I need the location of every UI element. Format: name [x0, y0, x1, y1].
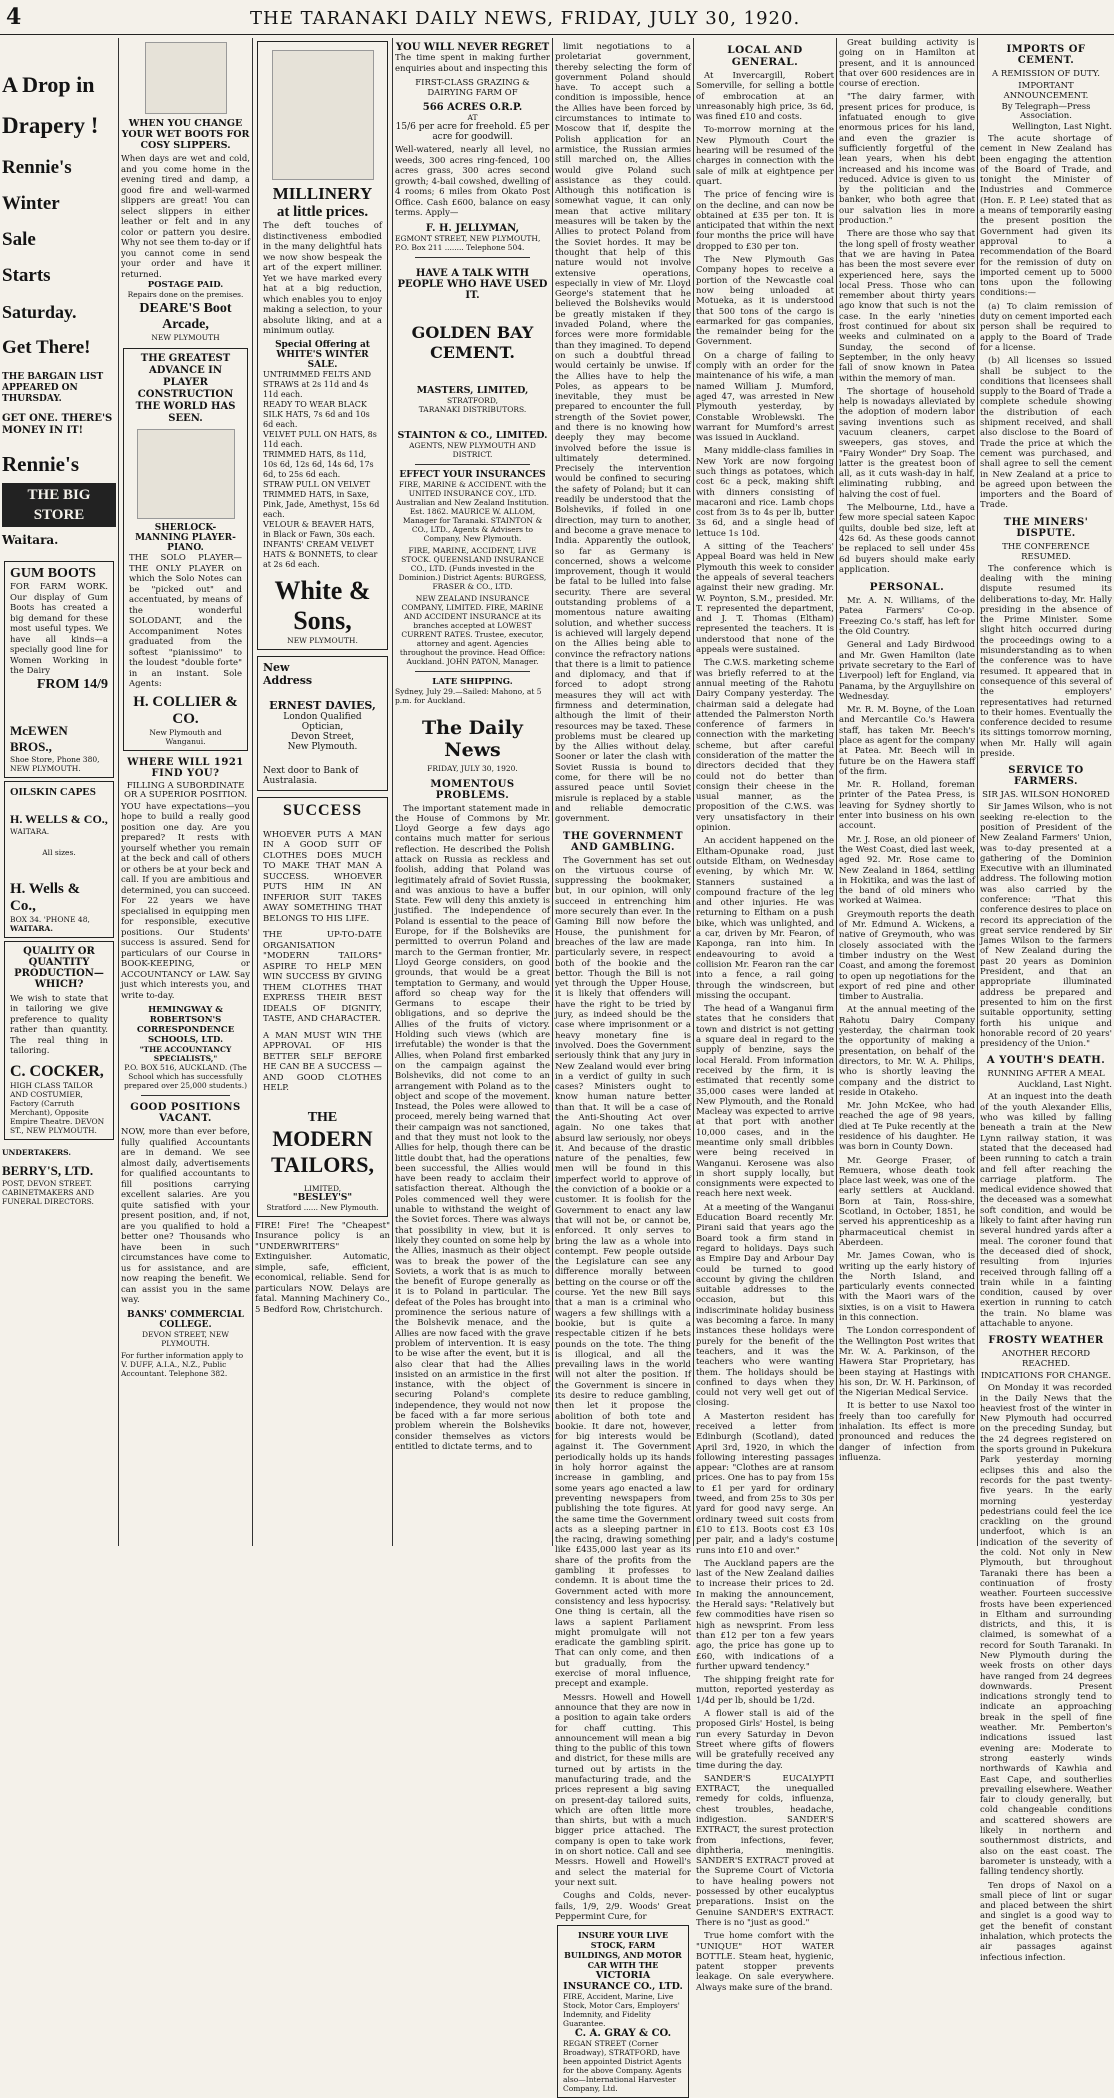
column-rule	[552, 38, 553, 1546]
ad-address: STRATFORD,	[447, 395, 498, 405]
ad-company: White & Sons,	[274, 575, 371, 635]
subheading: SIR JAS. WILSON HONORED	[982, 790, 1110, 801]
personal-paragraph: Mr. John McKee, who had reached the age of 98 years, died at Te Puke recently at the residence of his daughter. He was born in County Down.	[839, 1101, 975, 1153]
ad-headline: HAVE A TALK WITH PEOPLE WHO HAVE USED IT.	[397, 267, 548, 301]
news-paragraph: The Auckland papers are the last of the New Zealand dailies to increase their prices to 2d. In making the announcement, the Herald says: "Relatively but few commodities have risen so high as newsprint. From less than £12 per ton a few years ago, the price has gone up to £60, with indications of a further upward tendency."	[696, 1558, 834, 1672]
piano-illustration	[137, 429, 235, 519]
dateline: Auckland, Last Night.	[1017, 1080, 1112, 1091]
ad-address: BOX 34. 'PHONE 48,	[10, 914, 90, 924]
ad-text: THE UP-TO-DATE ORGANISATION "MODERN TAILORS" ASPIRE TO HELP MEN WIN SUCCESS BY GIVING THEM CLOTHES THAT EXPRESS THEIR BEST IDEALS OF DIGNITY, TASTE, AND CHARACTER.	[263, 930, 382, 1024]
sale-item: TRIMMED HATS, 8s 11d, 10s 6d, 12s 6d, 14s 6d, 17s 6d, to 25s 6d each.	[263, 449, 374, 479]
editorial-heading: MOMENTOUS PROBLEMS.	[430, 778, 515, 801]
ad-address: WAITARA.	[10, 923, 53, 933]
news-text: (b) All licenses so issued shall be subject to the conditions that licensees shall supply to the Board of Trade a complete schedule showing the distribution of each shipment received, and shall also disclose to the Board of Trade the price at which the cement was purchased, and shall agree to sell the cement in New Zealand at a price to be agreed upon between the importers and the Board of Trade.	[980, 356, 1112, 511]
newspaper-nameplate: The Daily News	[422, 716, 523, 761]
news-paragraph: The shipping freight rate for mutton, reported yesterday as 1/4d per lb, should be 1/2d.	[696, 1675, 834, 1706]
section-heading: A YOUTH'S DEATH.	[986, 1055, 1106, 1067]
news-paragraph: A Masterton resident has received a letter from Edinburgh (Scotland), dated April 3rd, 1920, in which the following interesting passages appear: "Clothes are at ransom prices. One has to pay from 15s to £1 per yard for ordinary tweed, and from 25s to 30s per yard for good navy serge. An ordinary tweed suit costs from £10 to £13. Boots cost £3 10s per pair, and a lady's costume runs into £10 and over."	[696, 1411, 834, 1556]
section-heading: LATE SHIPPING.	[432, 676, 513, 687]
ad-company: STAINTON & CO., LIMITED.	[397, 429, 548, 441]
local-news-list	[696, 71, 834, 1771]
ad-text: POSTAGE PAID.	[147, 280, 224, 290]
ad-company: VICTORIA INSURANCE CO., LTD.	[563, 1970, 683, 1993]
news-text: It is better to use Naxol too freely than too carefully for inhalation. Its effect is more pronounced and reduces the danger of infection from influenza.	[839, 1401, 975, 1463]
ad-text: All sizes.	[42, 847, 76, 857]
sale-item: READY TO WEAR BLACK SILK HATS, 7s 6d and 10s 6d each.	[263, 399, 370, 429]
ad-text: "THE ACCOUNTANCY SPECIALISTS,"	[139, 1045, 232, 1063]
ad-headline: Sale	[2, 229, 36, 250]
news-paragraph: A flower stall is aid of the proposed Girls' Hostel, is being run every Saturday in Devon Street where gifts of flowers will be gratefully received any time during the day.	[696, 1709, 834, 1771]
editorial-text: The important statement made in the House of Commons by Mr. Lloyd George a few days ago contains much matter for serious reflection. He described the Polish attack on Russia as reckless and foolish, adding that Poland was legitimately afraid of Soviet Russia, and was anxious to have a buffer State. Few will deny this anxiety is justified. The independence of Poland is essential to the peace of Europe, for if the Bolsheviks are permitted to overrun Poland and march to the German frontier, Mr. Lloyd George considers, on good grounds, that would be a great temptation to Germany, and would afford so cheap way for the Germans to escape their obligations, and so deprive the Allies of the fruits of victory. Holding such views (which are irrefutable) the wonder is that the Allies, when Poland first embarked on the campaign against the Bolsheviks, did not come to an arrangement with Poland as to the object and scope of the movement. Instead, the Poles were allowed to proceed, merely being warned that their campaign was not sanctioned, and that they must not look to the Allies for help, though there can be little doubt that, had the operations been successful, the Allies would have been ready to acclaim their satisfaction thereat. Although the Poles commenced well they were unable to withstand the weight of the Soviet forces. There was always that possibility in view, but it is likely they counted on some help by the Allies, inasmuch as their object was to break the power of the Soviets, a work that is as much to the benefit of Europe generally as it is to Poland in particular. The defeat of the Poles has brought into prominence the serious nature of the Bolshevik menace, and the Allies are now faced with the grave problem of intervention. It is easy to be wise after the event, but it is also clear that had the Allies insisted on an armistice in the first instance, with the object of securing Poland's complete independence, they would not now be faced with a far more serious problem wherein the Bolsheviks consider themselves as victors entitled to dictate terms, and to	[395, 803, 550, 1452]
ad-company: THE	[307, 1109, 338, 1125]
personal-paragraph: Mr. George Fraser, of Remuera, whose death took place last week, was one of the early settlers at Auckland. Born at Tain, Ross-shire, Scotland, in October, 1851, he served his apprenticeship as a pharmaceutical chemist in Aberdeen.	[839, 1155, 975, 1248]
ad-headline: WHEN YOU CHANGE YOUR WET BOOTS FOR COSY SLIPPERS.	[121, 118, 250, 151]
ad-company: H. Wells & Co.,	[10, 880, 81, 914]
column-rule	[252, 38, 253, 1546]
ad-modern-tailors	[257, 797, 388, 1217]
slipper-illustration	[145, 42, 227, 114]
byline: By Telegraph—Press Association.	[1001, 102, 1091, 121]
ad-text: NOW, more than ever before, fully qualified Accountants are in demand. We see almost daily, advertisements for qualified accountants to fill positions carrying excellent salaries. Are you quite satisfied with your present position, and, if not, are you qualified to hold a better one? Thousands who have been in such circumstances have come to us for assistance, and are now reaping the benefit. We can assist you in the same way.	[121, 1127, 250, 1305]
page-number: 4	[6, 4, 22, 30]
subheading: ANOTHER RECORD REACHED.	[1001, 1349, 1091, 1370]
column-rule	[392, 38, 393, 1546]
ad-headline: GOLDEN BAY CEMENT.	[411, 322, 534, 362]
ad-headline: Saturday.	[2, 302, 77, 322]
ad-text: FIRE, MARINE & ACCIDENT. with the UNITED INSURANCE COY., LTD. Australian and New Zealand Institution. Est. 1862. MAURICE W. ALLOM, Manager for Taranaki. STAINTON & CO., LTD., Agents & Advisers to Company, New Plymouth.	[396, 479, 549, 543]
ad-text: REGAN STREET (Corner Broadway), STRATFORD, have been appointed District Agents for the above Company. Agents also—International Harvester Company, Ltd.	[563, 2039, 682, 2094]
ad-text: London Qualified Optician,	[283, 711, 362, 732]
ad-company: H. WELLS & CO.,	[10, 811, 108, 826]
ad-text: FOR FARM WORK. Our display of Gum Boots has created a big demand for these most useful types. We have all kinds—a specially good line for Women Working in the Dairy	[10, 582, 108, 676]
ad-headline: EFFECT YOUR INSURANCES	[399, 469, 546, 480]
ad-address: Stratford ...... New Plymouth.	[266, 1202, 379, 1212]
ad-headline: WHERE WILL 1921 FIND YOU?	[127, 756, 244, 779]
editorial-heading: THE GOVERNMENT AND GAMBLING.	[562, 830, 684, 853]
news-paragraph: There are those who say that the long spell of frosty weather that we are having in Patea has been the most severe ever experienced here, says the local Press. Those who can remember about thirty years ago know that such is not the case. In the early 'nineties frost continued for about six weeks and culminated on a Sunday, the second of September, in the only heavy fall of snow known in Patea within the memory of man.	[839, 229, 975, 384]
personal-paragraph: At the annual meeting of the Rahotu Dairy Company yesterday, the chairman took the opportunity of making a presentation, on behalf of the directors, to Mr. W. A. Philips, who is shortly leaving the company and the district to reside in Otakeho.	[839, 1005, 975, 1098]
ad-headline: GOOD POSITIONS VACANT.	[130, 1102, 241, 1124]
ad-millinery	[257, 41, 388, 650]
ad-optician	[257, 656, 388, 791]
section-heading: FROSTY WEATHER	[988, 1335, 1104, 1347]
news-paragraph: On a charge of failing to comply with an order for the maintenance of his wife, a man named William J. Mumford, aged 47, was arrested in New Plymouth yesterday, by Constable Wroblewski. The warrant for Mumford's arrest was issued in Auckland.	[696, 350, 834, 444]
ad-address: DEVON STREET, NEW PLYMOUTH.	[141, 1329, 230, 1348]
ad-store-logo: THE BIG STORE	[2, 483, 116, 527]
ad-text: THE BARGAIN LIST APPEARED ON THURSDAY.	[2, 372, 104, 404]
ad-text: The time spent in making further enquiries about and inspecting this	[395, 53, 550, 74]
personal-paragraph: General and Lady Birdwood and Mr. Gwen Hamilton (late private secretary to the Earl of Liverpool) left for England, via Panama, by the Arguyllshire on Wednesday.	[839, 640, 975, 702]
ad-text: WHOEVER PUTS A MAN IN A GOOD SUIT OF CLOTHES DOES MUCH TO MAKE THAT MAN A SUCCESS. WHOEVER PUTS HIM IN AN INFERIOR SUIT TAKES AWAY SOMETHING THAT BELONGS TO HIS LIFE.	[263, 829, 382, 924]
divider	[141, 1095, 230, 1096]
ad-company: HEMINGWAY & ROBERTSON'S CORRESPONDENCE SCHOOLS, LTD.	[136, 1005, 235, 1045]
news-text: (a) To claim remission of duty on cement imported each person shall be required to apply to the Board of Trade for a license.	[980, 301, 1112, 353]
ad-headline: Winter	[2, 193, 60, 214]
news-text: Messrs. Howell and Howell announce that they are now in a position to again take orders for chaff cutting. This announcement will mean a big thing to the public of this town and district, for these mills are turned out by artists in the manufacturing trade, and the prices represent a big saving on present-day tailored suits, which are often little more than shirts, but with a much bigger price attached. The company is open to take work in on short notice. Call and see Messrs. Howell and Howell's and select the material for your next suit.	[555, 1692, 691, 1888]
divider	[415, 257, 530, 258]
ad-headline: SUCCESS	[282, 801, 363, 819]
section-heading: LOCAL AND GENERAL.	[727, 44, 803, 68]
ad-headline: OILSKIN CAPES	[10, 785, 96, 798]
column-editorial	[555, 38, 691, 2094]
column-personal	[839, 38, 975, 1546]
ad-text: "BESLEY'S"	[292, 1192, 353, 1203]
ad-address: P.O. BOX 516, AUCKLAND. (The School which has successfully prepared over 25,000 students.)	[123, 1063, 248, 1090]
subheading: IMPORTANT ANNOUNCEMENT.	[1003, 81, 1089, 101]
ad-text: When days are wet and cold, and you come home in the evening tired and damp, a good fire and well-warmed slippers are great! You can select slippers in either leather or felt and in any color or pattern you desire. Why not see them to-day or if you cannot come in send your order and have it returned.	[121, 154, 250, 280]
news-text: The acute shortage of cement in New Zealand has been engaging the attention of the Board of Trade, and tonight the Minister of Industries and Commerce (Hon. E. P. Lee) stated that as a means of temporarily easing the present position the Government had given its approval to a recommendation of the Board for the remission of duty on imported cement up to 5000 tons upon the following conditions:—	[980, 134, 1112, 299]
news-paragraph: At a meeting of the Wanganui Education Board recently Mr. Pirani said that years ago the Board took a firm stand in regard to holidays. Days such as Empire Day and Arbour Day could be turned to good account by giving the children suitable addresses to the occasion, but this indiscriminate holiday business was becoming a farce. In many instances these holidays were purely for the benefit of the teachers, and it was the teachers who were wanting them. The holidays should be confined to days when they could not very well get out of closing.	[696, 1202, 834, 1409]
ad-address: Shoe Store, Phone 380, NEW PLYMOUTH.	[10, 754, 100, 773]
news-text: The conference which is dealing with the mining dispute resumed its deliberations to-day, Mr. Hally presiding in the absence of the Prime Minister. Some slight hitch occurred during the proceedings owing to a misunderstanding as to when the conference was to have resumed. It appeared that in consequence of this several of the employers' representatives had returned to their homes. Eventually the conference decided to resume its sittings tomorrow morning, when Mr. Hally will again preside.	[980, 563, 1112, 760]
ad-address: Devon Street,	[291, 731, 354, 742]
ad-address: TARANAKI DISTRIBUTORS.	[418, 404, 527, 414]
ad-gum-boots	[4, 561, 114, 778]
column-rule	[118, 38, 119, 1546]
issue-date: FRIDAY, JULY 30, 1920.	[427, 763, 518, 773]
ad-address: New Plymouth and Wanganui.	[149, 727, 222, 746]
ad-text: Waitara.	[2, 533, 59, 547]
column-deare-ads	[121, 38, 250, 1546]
column-telegraph	[980, 38, 1112, 1963]
sale-item: VELVET PULL ON HATS, 8s 11d each.	[263, 429, 377, 449]
news-paragraph: The Melbourne, Ltd., have a few more special sateen Kapoc quilts, double bed size, left at 42s 6d. As these goods cannot be replaced to sell under 45s 6d buyers should make early application.	[839, 503, 975, 575]
sale-items-list	[263, 370, 382, 570]
ad-text: We wish to state that in tailoring we give preference to quality rather than quantity. The real thing in tailoring.	[10, 993, 108, 1056]
ad-company: BERRY'S, LTD.	[2, 1162, 94, 1178]
news-text: Coughs and Colds, never-fails, 1/9, 2/9. Woods' Great Peppermint Cure, for	[555, 1891, 691, 1922]
ad-fire-extinguisher: FIRE! Fire! The "Cheapest" Insurance policy is an "UNDERWRITERS" Extinguisher. Automatic, simple, safe, efficient, economical, reliable. Send for particulars NOW. Delays are fatal. Manning Machinery Co., 5 Bedford Row, Christchurch.	[255, 1220, 390, 1315]
ad-headline: Starts	[2, 265, 51, 286]
section-heading: IMPORTS OF CEMENT.	[1006, 44, 1086, 66]
news-paragraph: Great building activity is going on in Hamilton at present, and it is announced that over 600 residences are in course of erection.	[839, 38, 975, 90]
news-paragraph: At Invercargill, Robert Somerville, for selling a bottle of embrocation at an unreasonably high price, 3s 6d, was fined £10 and costs.	[696, 71, 834, 123]
column-local-general	[696, 38, 834, 1993]
news-text: Sydney, July 29.—Sailed: Mahono, at 5 p.m. for Auckland.	[395, 686, 542, 705]
dateline: Wellington, Last Night.	[1012, 122, 1112, 132]
personal-paragraph: Greymouth reports the death of Mr. Edmund A. Wickens, a native of Greymouth, who was closely associated with the timber industry on the West Coast, and among the foremost to open up negotiations for the export of red pine and other timber to Australia.	[839, 909, 975, 1003]
news-text: Ten drops of Naxol on a small piece of lint or sugar and placed between the shirt and singlet is a good way to get the benefit of constant inhalation, which protects the air passages against infectious infection.	[980, 1880, 1112, 1963]
ad-address: NEW PLYMOUTH.	[287, 635, 358, 645]
news-paragraph: The price of fencing wire is on the decline, and can now be obtained at £35 per ton. It is anticipated that within the next four months the price will have dropped to £30 per ton.	[696, 190, 834, 252]
news-text: At an inquest into the death of the youth Alexander Ellis, who was killed by falling beneath a train at the New Lynn railway station, it was stated that the deceased had been running to catch a train and fell after reaching the carriage platform. The medical evidence showed that the deceased was a somewhat soft condition, and would be likely to faint after having run several hundred yards after a meal. The coroner found that the deceased died of shock, resulting from injuries received through falling off a train while in a fainting condition, caused by over exertion in running to catch the train. No blame was attachable to anyone.	[980, 1092, 1112, 1329]
ad-company: H. COLLIER & CO.	[133, 693, 238, 727]
ad-text: A MAN MUST WIN THE APPROVAL OF HIS BETTER SELF BEFORE HE CAN BE A SUCCESS — AND GOOD CLOTHES HELP.	[263, 1030, 382, 1093]
ad-address: New Plymouth.	[287, 741, 358, 752]
ad-company: McEWEN BROS.,	[10, 722, 68, 754]
ad-headline: YOU WILL NEVER REGRET	[395, 42, 550, 53]
subheading: A REMISSION OF DUTY.	[992, 69, 1100, 79]
ad-text: Well-watered, nearly all level, no weeds, 300 acres ring-fenced, 100 acres grass, 300 acres second growth; 4-bail cowshed, dwelling of 4 rooms; 6 miles from Okato Post Office. Cash £600, balance on easy terms. Apply—	[395, 145, 550, 218]
ad-subheadline: FILLING A SUBORDINATE OR A SUPERIOR POSITION.	[123, 780, 248, 800]
ad-headline: Drapery !	[2, 113, 99, 138]
general-news-list	[839, 38, 975, 575]
ad-company: C. A. GRAY & CO.	[574, 2028, 672, 2040]
news-paragraph: An accident happened on the Eltham-Opunake road, just outside Eltham, on Wednesday evening, by which Mr. W. Stanners sustained a compound fracture of the leg and other injuries. He was returning to Eltham on a push bike, which was unlighted, and a car, driven by Mr. Fearon, of Kaponga, ran into him. In endeavouring to avoid a collision Mr. Fearon ran the car into a fence, a rail going through the windscreen, but missing the occupant.	[696, 836, 834, 1001]
personal-paragraph: The London correspondent of the Wellington Post writes that Mr. W. A. Parkinson, of the Hawera Star Proprietary, has been staying at Hastings with his son, Dr. W. H. Parkinson, of the Nigerian Medical Service.	[839, 1326, 975, 1399]
news-text: On Monday it was recorded in the Daily News that the heaviest frost of the winter in New Plymouth had occurred on the preceding Sunday, but the 24 degrees registered on the sports ground in Pukekura Park yesterday morning eclipses this and also the records for the past twenty-five years. In the early morning yesterday pedestrians could feel the ice crackling on the ground underfoot, which is an indication of the severity of the cold. Not only in New Plymouth, but throughout Taranaki there has been a continuation of frosty weather. Fourteen successive frosts have been experienced in Eltham and surrounding districts, and this, it is claimed, is somewhat of a record for South Taranaki. In New Plymouth during the week frosts on other days have ranged from 24 degrees downwards. Present indications strongly tend to indicate an approaching break in the spell of fine weather. Mr. Pemberton's indications issued last evening are: Moderate to strong easterly winds northwards of Kawhia and East Cape, and southerlies prevailing elsewhere. Weather fair to cloudy generally, but cold changeable conditions and scattered showers are likely in northern and southernmost districts, and also on the east coast. The barometer is unsteady, with a falling tendency shortly.	[980, 1383, 1112, 1878]
ad-player-piano	[123, 348, 248, 751]
personal-paragraph: Mr. A. N. Williams, of the Patea Farmers' Co-op. Freezing Co.'s staff, has left for the Old Country.	[839, 596, 975, 638]
ad-company: C. COCKER,	[10, 1062, 104, 1080]
ad-text: THE SOLO PLAYER—THE ONLY PLAYER on which the Solo Notes can be "picked out" and accentuated, by means of the wonderful SOLODANT, and the Accompaniment Notes graduated from the softest "pianissimo" to the loudest "double forte" in an instant. Sole Agents:	[129, 553, 242, 689]
news-paragraph: To-morrow morning at the New Plymouth Court the hearing will be resumed of the charges in connection with the sale of milk at eightpence per quart.	[696, 125, 834, 187]
subheading: THE CONFERENCE RESUMED.	[1002, 541, 1090, 562]
section-heading: THE MINERS' DISPUTE.	[1003, 516, 1089, 539]
column-farm-ads	[395, 38, 550, 1546]
ad-company: TAILORS,	[271, 1151, 374, 1177]
ad-headline: A Drop in	[2, 72, 95, 97]
ad-headline: at little prices.	[276, 204, 369, 220]
ad-headline: MILLINERY	[272, 184, 373, 203]
section-heading: PERSONAL.	[869, 581, 945, 594]
ad-address: EGMONT STREET, NEW PLYMOUTH, P.O. Box 211 ........ Telephone 504.	[395, 233, 541, 252]
news-paragraph: Many middle-class families in New York are now forgoing such things as potatoes, which cost 6c a peck, making shift with dinners consisting of macaroni and rice. Lamb chops cost from 3s to 4s per lb, butter 3s 6d, and a single head of lettuce 1s 10d.	[696, 446, 834, 539]
ad-company: ERNEST DAVIES,	[269, 698, 376, 712]
personal-paragraph: Mr. R. M. Boyne, of the Loan and Mercantile Co.'s Hawera staff, has taken Mr. Beech's place as agent for the company at Patea. Mr. Beech will in future be on the Hawera staff of the firm.	[839, 705, 975, 777]
sale-item: STRAW PULL ON VELVET TRIMMED HATS, in Saxe, Pink, Jade, Amethyst, 15s 6d each.	[263, 479, 380, 519]
ad-price: 15/6 per acre for freehold. £5 per acre for goodwill.	[395, 122, 550, 142]
news-paragraph: "The dairy farmer, with present prices for produce, is infatuated enough to give enormous prices for his land, and even the grazier is sufficiently forgetful of the lean years, when his debt increased and his income was reduced. Advice is given to us by the politician and the banker, who both agree that our salvation lies in more production."	[839, 92, 975, 227]
personal-news-list	[839, 596, 975, 1398]
section-heading: SERVICE TO FARMERS.	[1008, 765, 1084, 788]
news-paragraph: The head of a Wanganui firm states that he considers that town and district is not getting a square deal in regard to the supply of benzine, says the local Herald. From information received by the firm, it is estimated that recently some 35,000 cases were landed at New Plymouth, and the Ronald Macleay was expected to arrive at that port with another 10,000 cases, and in the meantime only small dribbles were being received in Wanganui. Kerosene was also in short supply locally, but consignments were expected to reach here next week.	[696, 1004, 834, 1200]
column-rennies-ads	[2, 38, 116, 1546]
ad-text: GET ONE. THERE'S MONEY IN IT!	[2, 413, 113, 436]
ad-text: FIRE, MARINE, ACCIDENT, LIVE STOCK. QUEENSLAND INSURANCE CO., LTD. (Funds invested in the Dominion.) District Agents: BURGESS, FRASER & CO., LTD.	[398, 545, 547, 591]
ad-text: For further information apply to V. DUFF, A.I.A., N.Z., Public Accountant. Telephone 382.	[121, 1350, 244, 1378]
ad-text: SANDER'S EUCALYPTI EXTRACT, the unequalled remedy for colds, influenza, chest troubles, headache, indigestion. SANDER'S EXTRACT, the surest protection from infections, fever, diphtheria, meningitis. SANDER'S EXTRACT proved at the Supreme Court of Victoria to have healing powers not possessed by other eucalyptus preparations. Insist on the Genuine SANDER'S EXTRACT. There is no "just as good."	[696, 1773, 834, 1928]
ad-price: FROM 14/9	[36, 676, 108, 692]
ad-headline: Address	[263, 673, 313, 687]
sale-item: UNTRIMMED FELTS AND STRAWS at 2s 11d and 4s 11d each.	[263, 369, 372, 399]
news-paragraph: The shortage of household help is nowadays alleviated by the adoption of modern labor saving inventions such as vacuum cleaners, carpet sweepers, gas stoves, and "Fairy Wonder" Dry Soap. The latter is the greatest boon of all, as it cuts wash-day in half, eliminating rubbing, and halving the cost of fuel.	[839, 386, 975, 500]
news-paragraph: The C.W.S. marketing scheme was briefly referred to at the annual meeting of the Rahotu Dairy Company yesterday. The chairman said a delegate had attended the Palmerston North conference of farmers in connection with the marketing scheme, but after careful consideration of the matter the directors decided that they could not do better than consign their cheese in the usual manner, as the proposition of the C.W.S. was very unsatisfactory in their opinion.	[696, 658, 834, 834]
divider	[415, 671, 530, 672]
ad-oilskin	[4, 781, 114, 938]
divider	[415, 464, 530, 465]
ad-headline: THE GREATEST ADVANCE IN PLAYER CONSTRUCTION THE WORLD HAS SEEN.	[135, 353, 236, 424]
ad-headline: New	[263, 660, 290, 674]
sale-item: INFANTS' CREAM VELVET HATS & BONNETS, to clear at 2s 6d each.	[263, 539, 378, 569]
column-rule	[836, 38, 837, 1546]
sale-item: VELOUR & BEAVER HATS, in Black or Fawn, 30s each.	[263, 519, 375, 539]
masthead	[0, 0, 1114, 35]
ad-text: LIMITED,	[303, 1183, 342, 1193]
ad-headline: UNDERTAKERS.	[2, 1147, 71, 1157]
news-text: Sir James Wilson, who is not seeking re-election to the position of President of the New Zealand Farmers' Union, was to-day presented at a gathering of the Dominion Executive with an illuminated address. The following motion was also carried by the conference: "That this conference desires to place on record its appreciation of the great service rendered by Sir James Wilson to the farmers of New Zealand during the past 20 years as Dominion President, and that an appropriate illuminated address be prepared and presented to him on the first suitable opportunity, setting forth his unique and honorable record of 20 years' presidency of the Union."	[980, 802, 1112, 1050]
ad-address: NEW PLYMOUTH	[151, 333, 220, 342]
ad-address: HIGH CLASS TAILOR AND COSTUMIER, Factory (Carruth Merchant), Opposite Empire Theatre. DEVON ST., NEW PLYMOUTH.	[10, 1080, 105, 1135]
ad-company: MASTERS, LIMITED,	[416, 384, 529, 396]
ad-text: FIRST-CLASS GRAZING & DAIRYING FARM OF	[415, 78, 530, 98]
ad-subheadline: Special Offering at WHITE'S WINTER SALE.	[275, 339, 370, 370]
ad-text: Next door to Bank of Australasia.	[263, 765, 359, 786]
personal-paragraph: Mr. James Cowan, who is writing up the early history of the North Island, and particularly events connected with the Maori wars of the sixties, is on a visit to Hawera in this connection.	[839, 1251, 975, 1324]
subheading: INDICATIONS FOR CHANGE.	[980, 1371, 1112, 1382]
column-rule	[977, 38, 978, 1546]
editorial-text: limit negotiations to a proletariat government, thereby selecting the form of government Poland should have. To accept such a condition is impossible, hence the Allies have been forced by circumstances to intimate to Moscow that if, despite the Polish application for an armistice, the Russian armies still marched on, the Allies would give Poland such assistance as they could. Although this notification is somewhat vague, it can only mean that active military measures will be taken by the Allies to protect Poland from the Soviet hordes. It may be thought that help of this nature would not involve extensive operations, especially in view of Mr. Lloyd George's statement that he believed the Bolsheviks would be greatly mistaken if they invaded Poland, where the forces were more formidable than they imagined. To depend on such a doubtful thread would certainly be unwise. If the Allies have to help the Poles, as appears to be inevitable, they must be prepared to encounter the full strength of the Soviet power, and there is no knowing how deeply they may become involved before the issue is ultimately determined. Precisely the intervention would be confined to securing the safety of Poland; but it can readily be understood that the Bolsheviks, if foiled in one direction, may turn to another, and become a grave menace to India. Apparently the outlook, so far as Germany is concerned, shows a welcome improvement, though it would be fatal to be lulled into false security. There are several outstanding problems of a momentous nature awaiting solution, and whether success is achieved will largely depend on the Allies being able to convince the refractory nations that there is a limit to patience and diplomacy, and that if forced to adopt strong measures they will act with firmness and determination, although the limit of their resources may be taxed. These problems must be cleared up by the Allies without delay. Sooner or later the clash with Soviet Russia is bound to come, for there will be no assured peace until Soviet misrule is replaced by a stable and reliable democratic government.	[555, 42, 691, 825]
ad-headline: Get There!	[2, 337, 91, 358]
ad-headline: QUALITY OR QUANTITY PRODUCTION— WHICH?	[14, 945, 104, 990]
ad-text: FIRE, Accident, Marine, Live Stock, Motor Cars, Employers' Indemnity, and Fidelity Guarantee.	[563, 1992, 680, 2029]
newspaper-title: THE TARANAKI DAILY NEWS, FRIDAY, JULY 30, 1920.	[250, 8, 801, 29]
ad-cocker	[4, 941, 114, 1140]
news-paragraph: A sitting of the Teachers' Appeal Board was held in New Plymouth this week to consider the appeals of several teachers against their new grading. Mr. W. Poynton, S.M., presided. Mr. T. represented the department, and J. T. Thomas (Eltham) represented the teachers. It is understood that none of the appeals were sustained.	[696, 542, 834, 656]
ad-text: YOU have expectations—you hope to build a really good position one day. Are you prepared? It rests with yourself whether you remain at the beck and call of others or others be at your beck and call. If you are ambitious and determined, you can succeed. For 22 years we have specialised in equipping men for responsible, executive positions. Our Students' success is assured. Send for particulars of our Course in BOOK-KEEPING, or ACCOUNTANCY or LAW. Say just which interests you, and write to-day.	[121, 801, 250, 1001]
ad-headline: Rennie's	[2, 452, 80, 476]
ad-headline: Rennie's	[2, 157, 72, 178]
personal-paragraph: Mr. R. Holland, foreman printer of the Patea Press, is leaving for Sydney shortly to enter into business on his own account.	[839, 780, 975, 832]
editorial-text: The Government has set out on the virtuous course of suppressing the bookmaker, but, in our opinion, will only succeed in entrenching him more securely than ever. In the Gaming Bill now before the House, the punishment for breaches of the law are made particularly severe, in respect both of the bookie and the bettor. Though the Bill is not yet through the Upper House, it is likely that offenders will have the right to be tried by jury, as indeed should be the case where imprisonment or a heavy monetary fine is involved. Does the Government seriously think that any jury in New Zealand would ever bring in a verdict of guilty in such cases? Ministers ought to know human nature better than that. It will be a case of the Anti-Shouting Act over again. No one takes that absurd law seriously, nor obeys it. And because of the drastic nature of the penalties, few men will be found in this imperfect world to approve of the conviction of a bookie or a customer. It is foolish for the Government to enact any law that will not be, or cannot be, enforced. It only serves to bring the law as a whole into contempt. Few people outside the Legislature can see any difference morally between betting on the course or off the course. Yet the new Bill says that a man is a criminal who wagers a few shillings with a bookie, but is quite a respectable citizen if he bets pounds on the tote. The thing is illogical, and all the prevailing laws in the world will not alter the position. If the Government is sincere in its desire to reduce gambling, then let it propose the abolition of both tote and bookie. It dare not, however, for big interests would be against it. The Government periodically holds up its hands in holy horror against the increase in gambling, and some years ago enacted a law preventing newspapers from publishing the tote figures. At the same time the Government acts as a sleeping partner in the racing, drawing something like £435,000 last year as its share of the profits from the gambling it professes to condemn. It is about time the Government acted with more consistency and less hypocrisy. One thing is certain, all the laws a sapient Parliament might promulgate will not eradicate the gambling spirit. That can only come, and then but gradually, from the exercise of moral influence, precept and example.	[555, 855, 691, 1690]
ad-company: F. H. JELLYMAN,	[425, 222, 520, 234]
ad-company: BANKS' COMMERCIAL COLLEGE.	[127, 1309, 244, 1330]
ad-headline: 566 ACRES O.R.P.	[422, 102, 523, 113]
ad-text: The deft touches of distinctiveness embodied in the many delightful hats we now show bespeak the art of the expert milliner. Yet we have marked every hat at a big reduction, which enables you to enjoy making a selection, to your absolute liking, and at a minimum outlay.	[263, 221, 382, 336]
ad-company: DEARE'S Boot Arcade,	[139, 301, 232, 332]
ad-headline: GUM BOOTS	[10, 566, 96, 581]
ad-headline: INSURE YOUR LIVE STOCK, FARM BUILDINGS, AND MOTOR CAR WITH THE	[564, 1930, 682, 1971]
news-paragraph: The New Plymouth Gas Company hopes to receive a portion of the Newcastle coal now being unloaded at Motueka, as it is understood that 500 tons of the cargo is earmarked for gas companies, the remainder being for the Government.	[696, 255, 834, 348]
ad-text: True home comfort with the "UNIQUE" HOT WATER BOTTLE. Steam heat, hygienic, patent stopper prevents leakage. On sale everywhere. Always make sure of the brand.	[696, 1931, 834, 1993]
ad-text: AT	[467, 113, 478, 122]
ad-company: MODERN	[272, 1125, 373, 1151]
ad-victoria-insurance	[557, 1925, 689, 2098]
ad-headline: SHERLOCK-MANNING PLAYER-PIANO.	[135, 523, 236, 553]
ad-address: WAITARA.	[10, 826, 50, 836]
ad-text: POST, DEVON STREET. CABINETMAKERS AND FUNERAL DIRECTORS.	[2, 1178, 95, 1206]
hat-illustration	[272, 50, 374, 180]
ad-text: Repairs done on the premises.	[127, 290, 244, 299]
ad-address: AGENTS, NEW PLYMOUTH AND DISTRICT.	[409, 440, 536, 459]
column-rule	[693, 38, 694, 1546]
subheading: RUNNING AFTER A MEAL	[987, 1069, 1105, 1080]
personal-paragraph: Mr. J. Rose, an old pioneer of the West Coast, died last week, aged 92. Mr. Rose came to New Zealand in 1864, settling in Hokitika, and was the last of the band of old miners who worked at Waimea.	[839, 834, 975, 907]
column-white-ads	[255, 38, 390, 1546]
ad-text: NEW ZEALAND INSURANCE COMPANY, LIMITED. FIRE, MARINE AND ACCIDENT INSURANCE at its branches accepted at LOWEST CURRENT RATES. Trustee, executor, attorney and agent. Agencies throughout the province. Head Office: Auckland. JOHN PATON, Manager.	[399, 593, 546, 666]
